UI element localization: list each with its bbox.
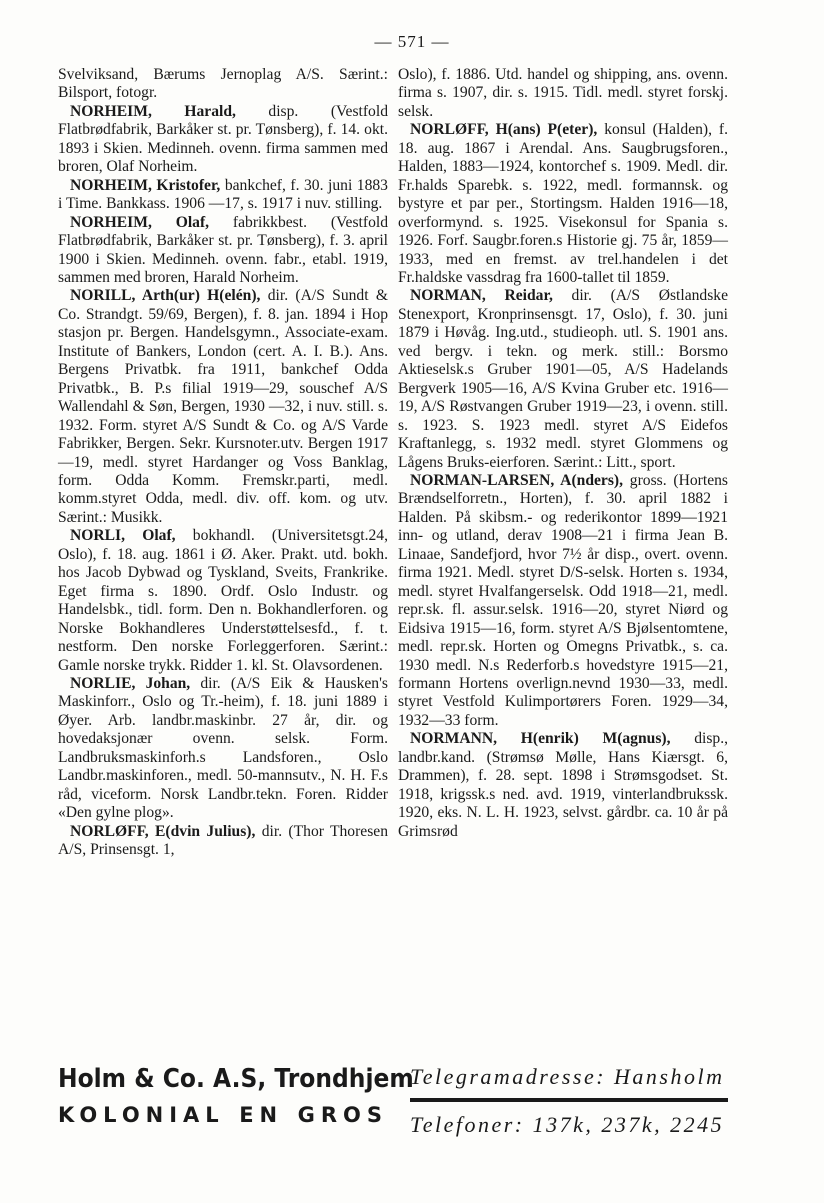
ad-company-tagline	[58, 1098, 388, 1132]
biography-entry	[398, 730, 728, 841]
ad-tagline-word: EN	[239, 1103, 284, 1127]
entry-name: NORHEIM, Olaf,	[70, 213, 210, 231]
entry-name: NORLØFF, E(dvin Julius),	[70, 822, 256, 840]
biography-entry	[58, 214, 388, 288]
entry-text: dir. (A/S Eik & Hausken's Maskinforr., Oslo og Tr.-heim), f. 18. juni 1889 i Øyer. Arb. landbr.maskinbr. 27 år, dir. og hovedaksjonær ovenn. selsk. Form. Landbruksmaskinforh.s Landsforen., Oslo Landbr.maskinforen., medl. 50-mannsutv., N. H. F.s råd, viceform. Norsk Landbr.tekn. Foren. Ridder «Den gylne plog».	[58, 674, 388, 822]
entry-text: dir. (A/S Sundt & Co. Strandgt. 59/69, Bergen), f. 8. jan. 1894 i Hop stasjon pr. Bergen. Handelsgymn., Associate-exam. Institute of Bankers, London (cert. A. I. B.). Ans. Bergens Privatbk. fra 1911, bankchef Odda Privatbk., B. P.s filial 1919—29, souschef A/S Wallendahl & Søn, Bergen, 1930 —32, i nuv. still. s. 1932. Form. styret A/S Sundt & Co. og A/S Varde Fabrikker, Bergen. Sekr. Kursnoter.utv. Bergen 1917—19, medl. styret Hardanger og Voss Banklag, form. Odda Komm. Fremskr.parti, medl. komm.styret Odda, medl. div. off. kom. og utv. Særint.: Musikk.	[58, 287, 388, 526]
biography-entry	[58, 177, 388, 214]
entry-name: NORILL, Arth(ur) H(elén),	[70, 287, 261, 305]
entry-text: konsul (Halden), f. 18. aug. 1867 i Arendal. Ans. Saugbrugsforen., Halden, 1883—1924, kontorchef s. 1909. Medl. dir. Fr.halds Sparebk. s. 1922, medl. formannsk. og bystyre et par per., Stortingsm. Halden 1916—18, overformynd. s. 1925. Visekonsul for Spania s. 1926. Forf. Saugbr.foren.s Historie gj. 75 år, 1859—1933, med en fremst. av trel.handelen i det Fr.haldske vassdrag fra 1600-tallet til 1859.	[398, 121, 728, 286]
entry-text: disp. (Vestfold Flatbrødfabrik, Barkåker st. pr. Tønsberg), f. 14. okt. 1893 i Skien. Medinneh. ovenn. firma sammen med broren, Olaf Norheim.	[58, 102, 388, 176]
biography-entry	[58, 287, 388, 527]
biography-entry	[58, 823, 388, 860]
ad-divider	[410, 1098, 728, 1102]
entry-name: NORMAN, Reidar,	[410, 287, 553, 305]
entry-text: bokhandl. (Universitetsgt.24, Oslo), f. 18. aug. 1861 i Ø. Aker. Prakt. utd. bokh. hos Jacob Dybwad og Tyskland, Sveits, Frankrike. Eget firma s. 1890. Ordf. Oslo Industr. og Handelsbk., tidl. form. Den n. Bokhandlerforen. og Norske Bokhandleres Understøttelsesfd., f. t. nestform. Den norske Forleggerforen. Særint.: Gamle norske trykk. Ridder 1. kl. St. Olavsordenen.	[58, 527, 388, 674]
entry-text: disp., landbr.kand. (Strømsø Mølle, Hans Kiærsgt. 6, Drammen), f. 28. sept. 1898 i Strømsgodset. St. 1918, krigssk.s ned. avd. 1919, vinterlandbrukssk. 1920, eks. N. L. H. 1923, selvst. gårdbr. ca. 10 år på Grimsrød	[398, 730, 728, 840]
entry-text: dir. (A/S Østlandske Stenexport, Kronprinsensgt. 17, Oslo), f. 30. juni 1879 i Høvåg. Ing.utd., studieoph. utl. S. 1901 ans. ved bergv. i tekn. og merk. still.: Borsmo Aktieselsk.s Gruber 1901—05, A/S Hadelands Bergverk 1905—16, A/S Kvina Gruber etc. 1916—19, A/S Røstvangen Gruber 1919—23, i ovenn. still. s. 1923. S. 1923 medl. styret A/S Eidefos Kraftanlegg, s. 1932 medl. styret Glommens og Lågens Bruks-eierforen. Særint.: Litt., sport.	[398, 287, 728, 471]
entry-text: fabrikkbest. (Vestfold Flatbrødfabrik, Barkåker st. pr. Tønsberg), f. 3. april 1900 i Skien. Medinneh. ovenn. fabr., etabl. 1919, sammen med broren, Harald Norheim.	[58, 213, 388, 286]
biography-entry	[58, 103, 388, 177]
biography-entry	[398, 121, 728, 287]
ad-phone-numbers: Telefoner: 137k, 237k, 2245	[410, 1112, 725, 1137]
biography-entry	[398, 66, 728, 121]
right-column	[398, 66, 728, 841]
biography-entry	[398, 287, 728, 472]
biography-entry	[58, 675, 388, 823]
entry-name: NORMAN-LARSEN, A(nders),	[410, 471, 623, 489]
advertisement-contact	[410, 1062, 730, 1140]
biography-entry	[398, 472, 728, 730]
left-column	[58, 66, 388, 859]
entry-text: gross. (Hortens Brændselforretn., Horten), f. 30. april 1882 i Halden. På skibsm.- og rederikontor 1899—1921 inn- og utland, derav 1908—21 i firma Jean B. Linaae, Sandefjord, hvor 7½ år disp., overt. ovenn. firma 1921. Medl. styret D/S-selsk. Horten s. 1934, medl. styret Hvalfangerselsk. Odd 1918—21, medl. repr.sk. fl. assur.selsk. 1916—20, styret Niørd og Eidsiva 1915—16, form. styret A/S Bjølsentomtene, medl. repr.sk. Horten og Omegns Privatbk., s. ca. 1930 medl. N.s Rederforb.s hovedstyre 1915—21, formann Hortens overlign.nevnd 1930—33, medl. styret Vestfold Kulimportørers Foren. 1929—34, 1932—33 form.	[398, 471, 728, 729]
entry-text: dir. (Thor Thoresen A/S, Prinsensgt. 1,	[58, 822, 388, 859]
entry-name: NORLIE, Johan,	[70, 674, 191, 692]
biography-entry	[58, 66, 388, 103]
ad-tagline-word: KOLONIAL	[58, 1103, 225, 1127]
biography-entry	[58, 527, 388, 675]
entry-name: NORHEIM, Kristofer,	[70, 176, 221, 194]
entry-text: bankchef, f. 30. juni 1883 i Time. Bankkass. 1906 —17, s. 1917 i nuv. stilling.	[58, 176, 388, 213]
entry-name: NORLØFF, H(ans) P(eter),	[410, 121, 598, 139]
advertisement-holm	[58, 1062, 414, 1132]
entry-name: NORHEIM, Harald,	[70, 102, 236, 120]
entry-text: Oslo), f. 1886. Utd. handel og shipping, ans. ovenn. firma s. 1907, dir. s. 1915. Tidl. medl. styret forskj. selsk.	[398, 66, 728, 120]
ad-telegram-address: Telegramadresse: Hansholm	[410, 1064, 725, 1089]
entry-name: NORMANN, H(enrik) M(agnus),	[410, 730, 671, 748]
ad-tagline-word: GROS	[297, 1103, 388, 1127]
entry-text: Svelviksand, Bærums Jernoplag A/S. Særint.: Bilsport, fotogr.	[58, 66, 388, 102]
entry-name: NORLI, Olaf,	[70, 527, 176, 545]
ad-company-name: Holm & Co. A.S, Trondhjem	[58, 1064, 414, 1094]
page-number: — 571 —	[374, 32, 450, 51]
